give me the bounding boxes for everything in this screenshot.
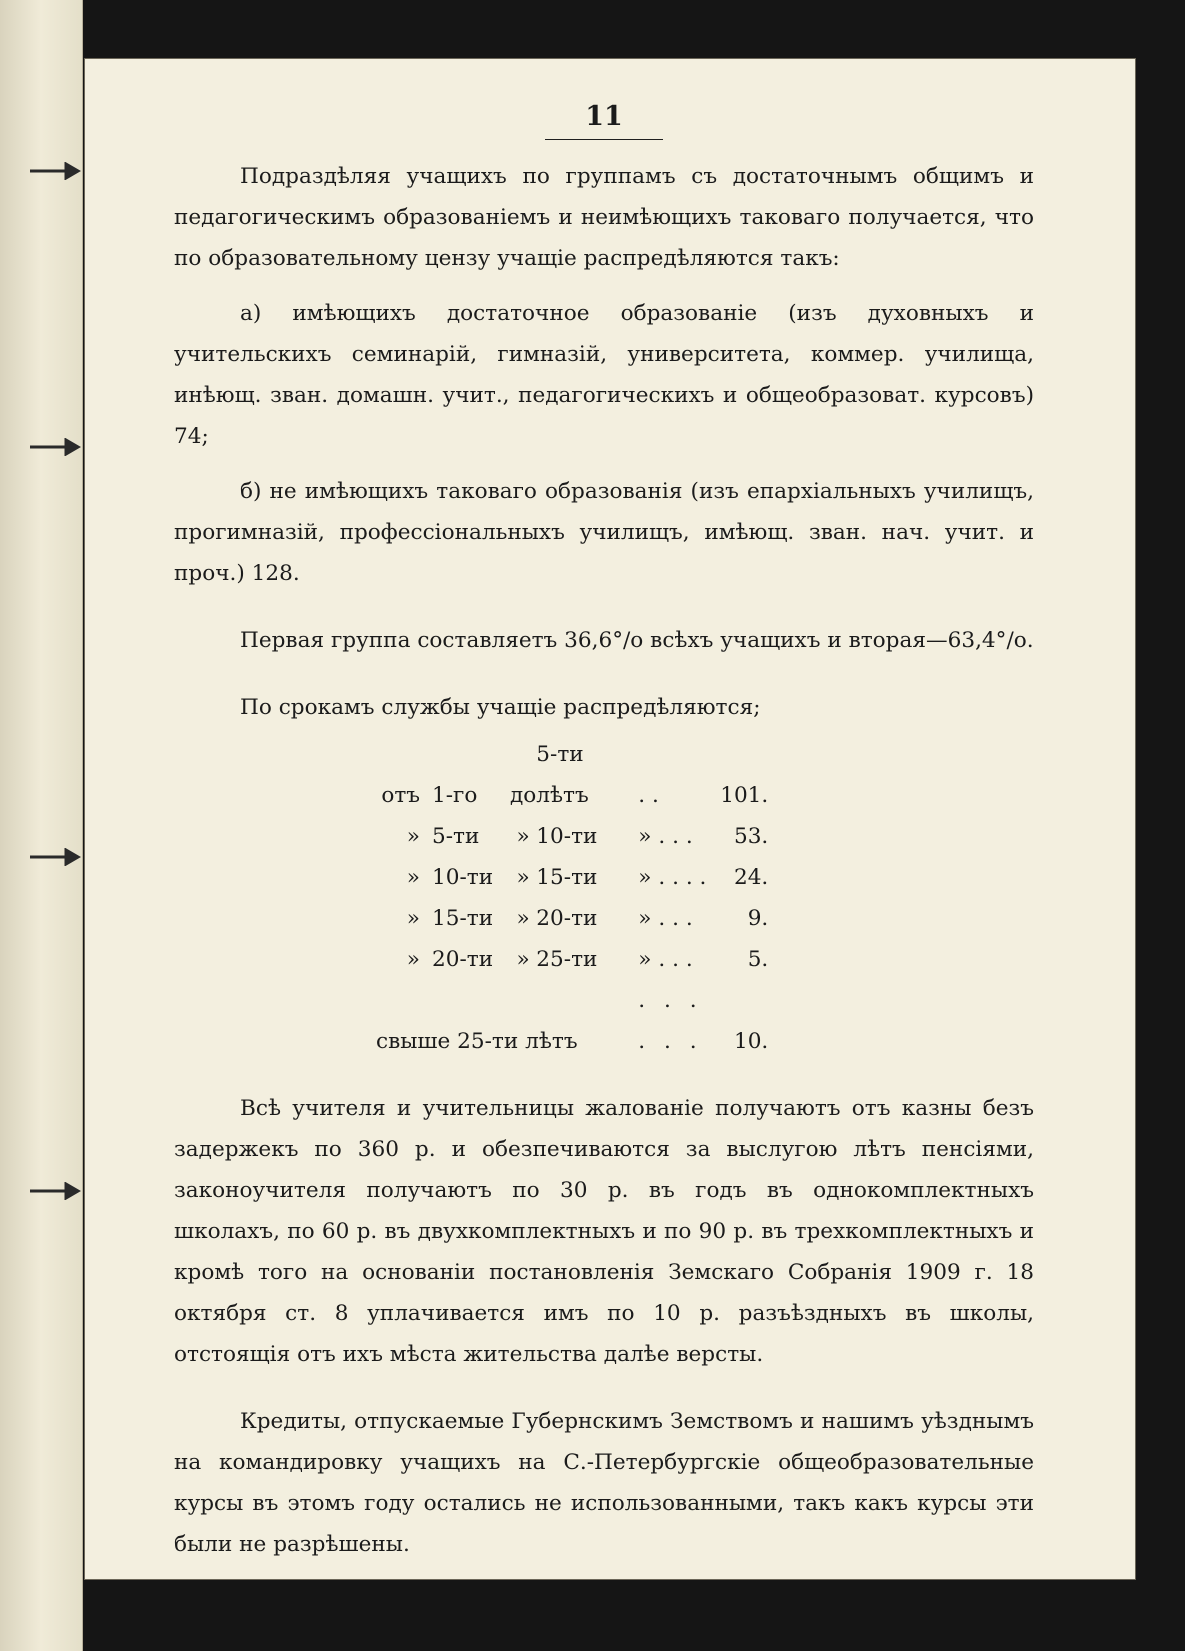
table-cell: 10-ти bbox=[432, 865, 494, 890]
table-cell: 5-ти лѣтъ bbox=[536, 742, 589, 808]
binding-stitch bbox=[30, 438, 84, 456]
page-number: 11 bbox=[585, 101, 623, 132]
service-last-dots: . . . . . . bbox=[638, 988, 703, 1054]
service-last-label: свыше 25-ти лѣтъ bbox=[376, 1029, 578, 1054]
share-paragraph: Первая группа составляетъ 36,6°/о всѣхъ учащихъ и вторая—63,4°/о. bbox=[240, 628, 1034, 653]
table-cell: » bbox=[516, 947, 530, 972]
table-cell: отъ bbox=[381, 783, 420, 808]
table-cell: » bbox=[406, 865, 420, 890]
table-cell: 24. bbox=[733, 865, 769, 890]
table-cell: 53. bbox=[733, 824, 769, 849]
table-row bbox=[364, 980, 768, 1062]
table-cell: 9. bbox=[747, 906, 769, 931]
table-cell: » bbox=[516, 865, 530, 890]
intro-paragraph: Подраздѣляя учащихъ по группамъ съ достаточнымъ общимъ и педагогическимъ образованіемъ и неимѣющихъ таковаго получается, что по образовательному цензу учащіе распредѣляются такъ: bbox=[174, 164, 1034, 271]
table-cell: 5-ти bbox=[432, 824, 480, 849]
table-row bbox=[364, 898, 768, 939]
table-cell: до bbox=[510, 783, 537, 808]
service-heading: По срокамъ службы учащіе распредѣляются; bbox=[240, 695, 761, 720]
binding-stitch bbox=[30, 1182, 84, 1200]
table-cell: 15-ти bbox=[432, 906, 494, 931]
table-cell: » bbox=[406, 906, 420, 931]
group-a-paragraph: а) имѣющихъ достаточное образованіе (изъ духовныхъ и учительскихъ семинарій, гимназій, университета, коммер. училища, инѣющ. зван. домашн. учит., педагогическихъ и общеобразоват. курсовъ) 74; bbox=[174, 301, 1034, 449]
header-rule bbox=[545, 139, 663, 140]
table-row bbox=[364, 734, 768, 816]
binding-stitch bbox=[30, 848, 84, 866]
table-cell: » bbox=[406, 824, 420, 849]
table-cell: 20-ти bbox=[536, 906, 598, 931]
table-cell: » . . . . bbox=[638, 865, 707, 890]
group-b-paragraph: б) не имѣющихъ таковаго образованія (изъ епархіальныхъ училищъ, прогимназій, профессіональныхъ училищъ, имѣющ. зван. нач. учит. и проч.) 128. bbox=[174, 479, 1034, 586]
page-content bbox=[174, 100, 1034, 1565]
table-row bbox=[364, 939, 768, 980]
service-years-table bbox=[364, 734, 768, 1062]
table-cell: 15-ти bbox=[536, 865, 598, 890]
table-cell: » . . . bbox=[638, 947, 693, 972]
table-cell: . . bbox=[638, 783, 659, 808]
table-cell: » bbox=[406, 947, 420, 972]
table-cell: 10-ти bbox=[536, 824, 598, 849]
table-cell: 25-ти bbox=[536, 947, 598, 972]
table-cell: 1-го bbox=[432, 783, 478, 808]
table-cell: » . . . bbox=[638, 906, 693, 931]
credits-paragraph: Кредиты, отпускаемые Губернскимъ Земствомъ и нашимъ уѣзднымъ на командировку учащихъ на С.-Петербургскіе общеобразовательные курсы въ этомъ году остались не использованными, такъ какъ курсы эти были не разрѣшены. bbox=[174, 1409, 1034, 1557]
table-row bbox=[364, 816, 768, 857]
table-cell: 20-ти bbox=[432, 947, 494, 972]
service-last-count: 10. bbox=[733, 1029, 769, 1054]
book-spine bbox=[0, 0, 83, 1651]
table-cell: 5. bbox=[747, 947, 769, 972]
table-row bbox=[364, 857, 768, 898]
table-cell: 101. bbox=[720, 783, 769, 808]
table-cell: » bbox=[516, 906, 530, 931]
table-cell: » bbox=[516, 824, 530, 849]
salary-paragraph: Всѣ учителя и учительницы жалованіе получаютъ отъ казны безъ задержекъ по 360 р. и обезпечиваются за выслугою лѣтъ пенсіями, законоучителя получаютъ по 30 р. въ годъ въ однокомплектныхъ школахъ, по 60 р. въ двухкомплектныхъ и по 90 р. въ трехкомплектныхъ и кромѣ того на основаніи постановленія Земскаго Собранія 1909 г. 18 октября ст. 8 уплачивается имъ по 10 р. разъѣздныхъ въ школы, отстоящія отъ ихъ мѣста жительства далѣе версты. bbox=[174, 1096, 1034, 1367]
table-cell: » . . . bbox=[638, 824, 693, 849]
binding-stitch bbox=[30, 162, 84, 180]
